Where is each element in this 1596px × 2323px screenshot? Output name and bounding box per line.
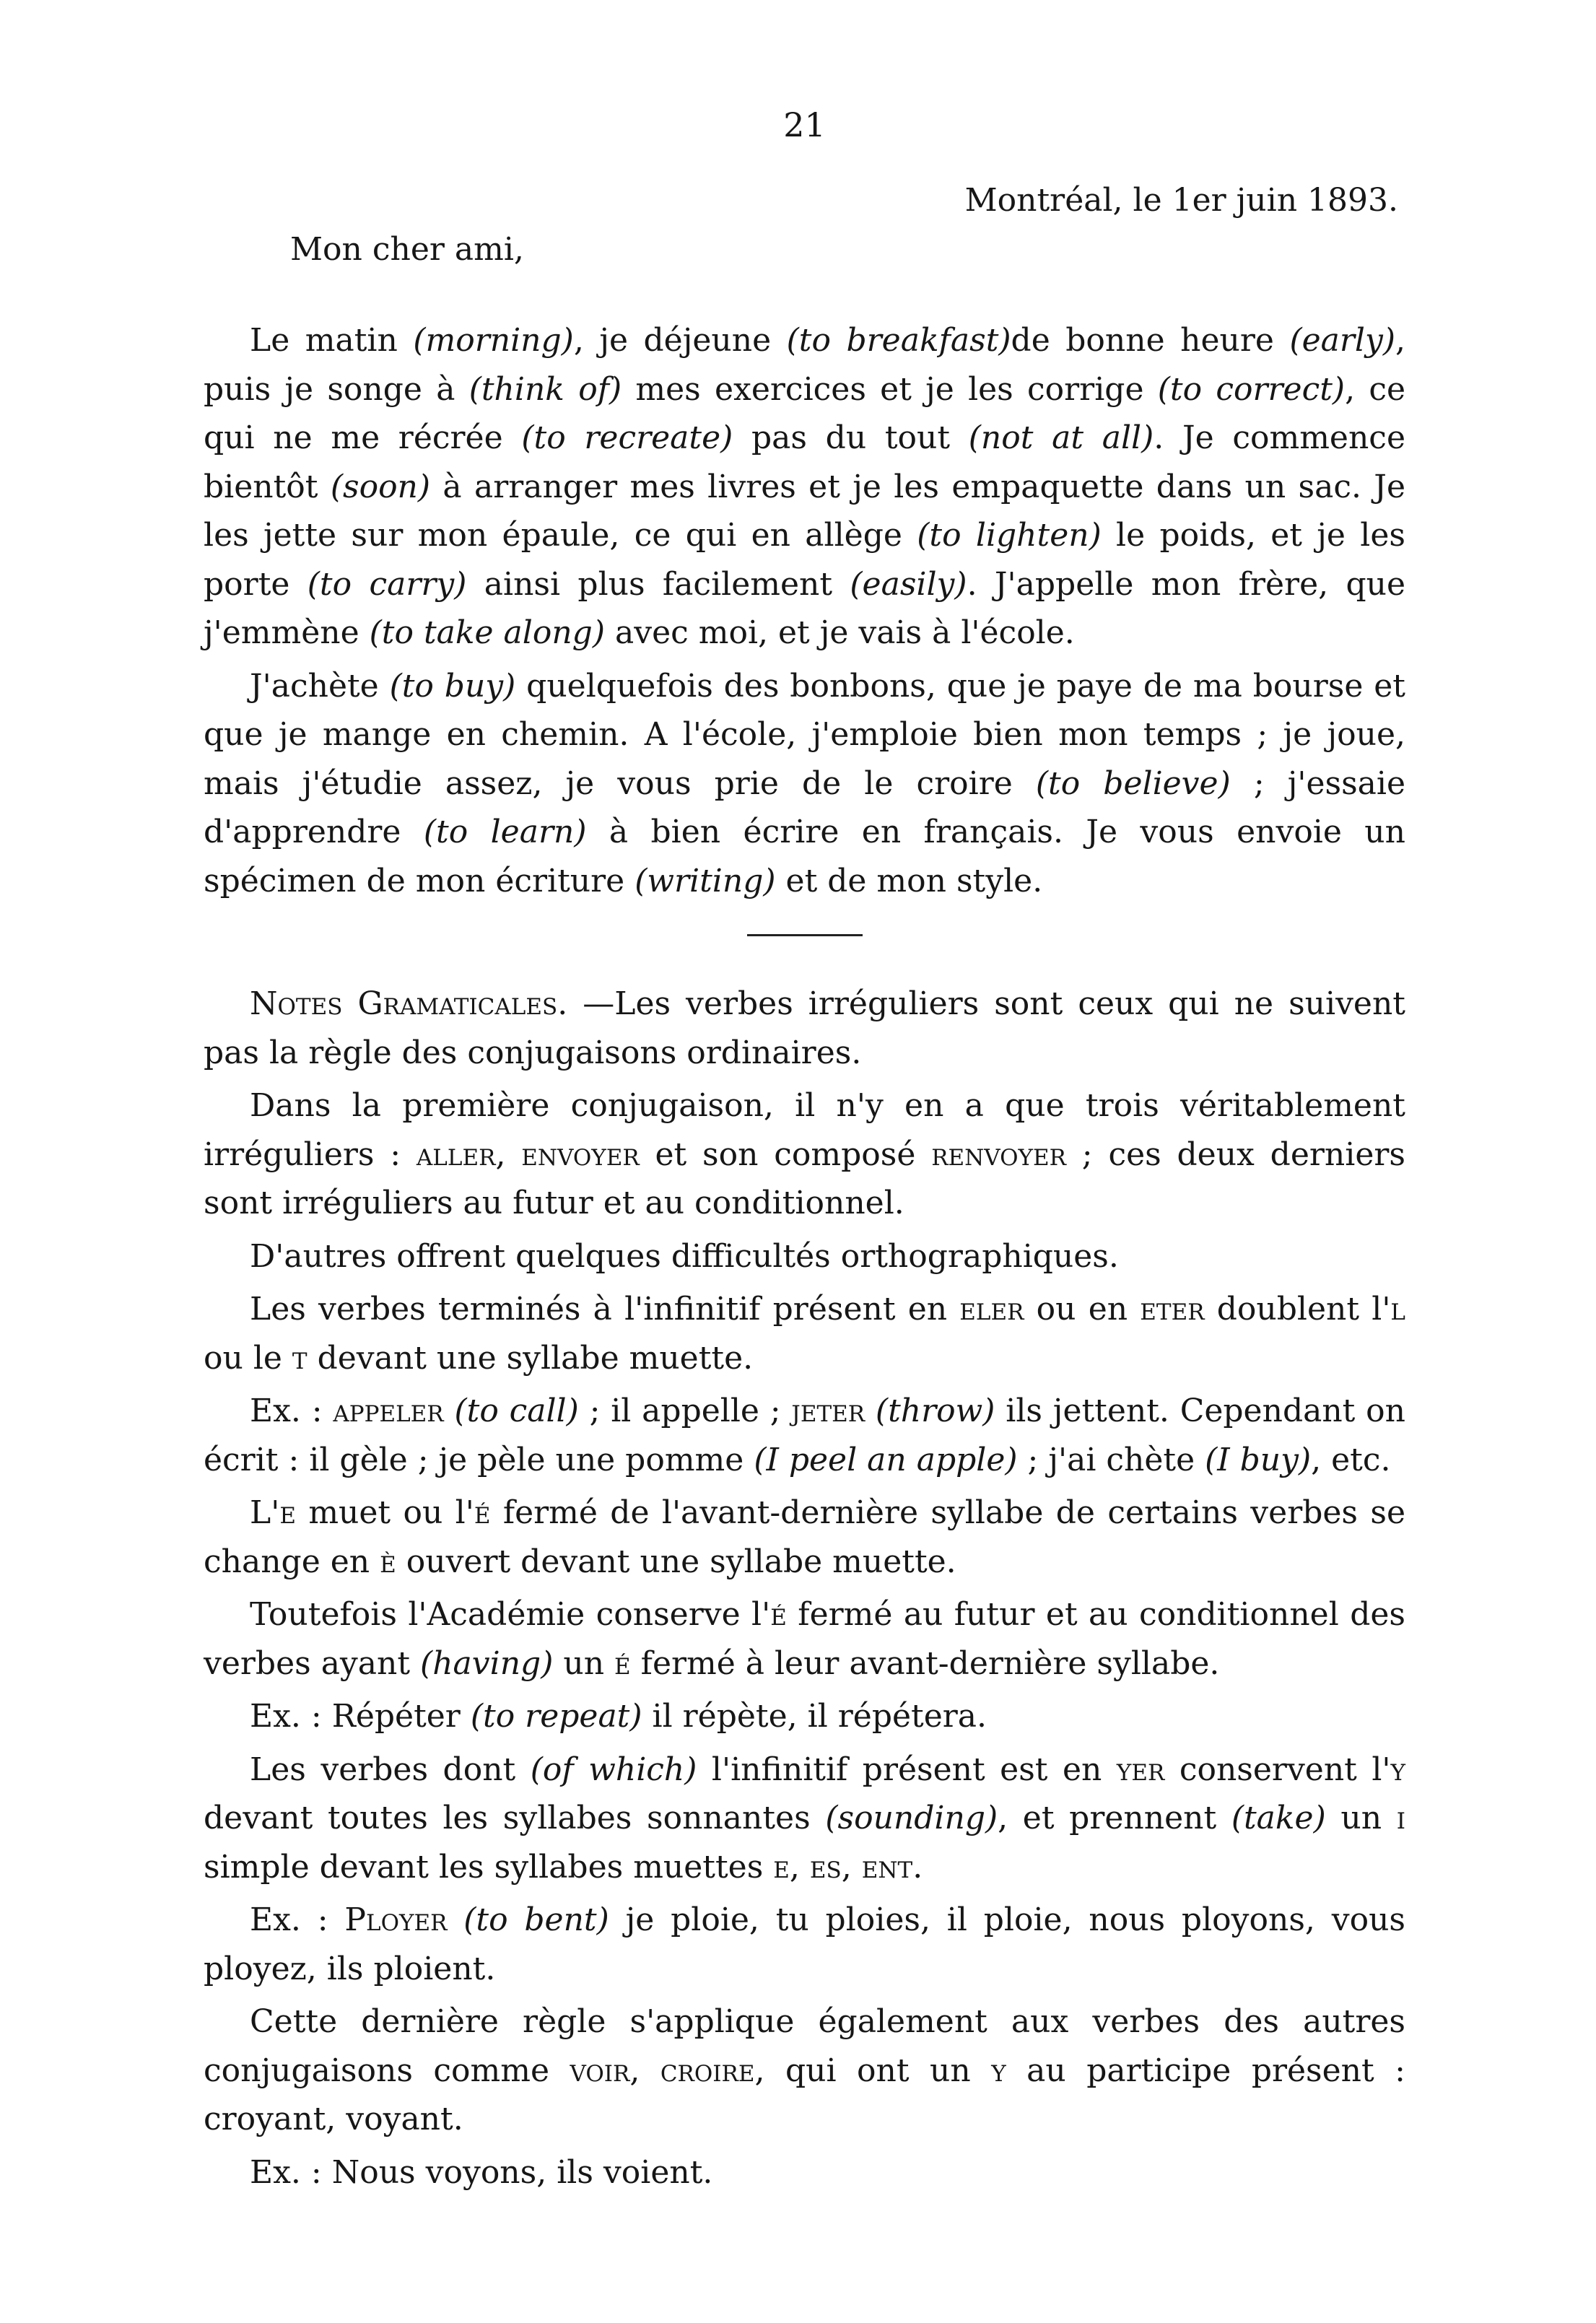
note-paragraph-12 xyxy=(204,2148,1405,2197)
letter-term: é xyxy=(770,1596,787,1633)
text-span: D'autres offrent quelques difficultés orthographiques. xyxy=(250,1237,1119,1275)
gloss: (to buy) xyxy=(389,667,516,705)
text-span: un xyxy=(553,1644,615,1682)
verb-term: appeler xyxy=(333,1393,444,1429)
letter-term: e xyxy=(279,1494,296,1531)
text-span xyxy=(447,1901,463,1938)
gloss: (throw) xyxy=(875,1393,995,1429)
text-span: ; j'ai chète xyxy=(1017,1441,1205,1478)
verb-term: aller xyxy=(416,1136,496,1173)
text-span: à bien écrire en français. Je vous envoie un spécimen de mon écriture xyxy=(204,814,1405,899)
text-span: le poids, et je les porte xyxy=(204,517,1405,603)
text-span: Le matin xyxy=(250,322,414,359)
gloss: (to breakfast) xyxy=(786,322,1011,359)
text-span: Ex. : Répéter xyxy=(250,1698,471,1735)
grammar-notes xyxy=(204,980,1405,2197)
letter-term: é xyxy=(474,1494,491,1531)
gloss: (to believe) xyxy=(1035,764,1231,802)
text-span: conservent l' xyxy=(1164,1751,1391,1788)
text-span: devant toutes les syllabes sonnantes xyxy=(204,1800,826,1836)
gloss: (to bent) xyxy=(463,1901,609,1938)
note-paragraph-4 xyxy=(204,1285,1405,1382)
text-span: fermé à leur avant-dernière syllabe. xyxy=(630,1644,1220,1682)
text-span: ; j'essaie d'apprendre xyxy=(204,764,1406,850)
text-span: Cette dernière règle s'applique également aux verbes des autres conjugaisons comme xyxy=(204,2003,1405,2089)
gloss: (morning) xyxy=(413,322,574,359)
gloss: (to repeat) xyxy=(470,1698,642,1735)
letter-term: i xyxy=(1396,1800,1406,1836)
text-span: ils jettent. Cependant on écrit : il gèle ; je pèle une pomme xyxy=(204,1393,1405,1478)
text-span xyxy=(865,1393,876,1429)
note-paragraph-1 xyxy=(204,980,1405,1077)
text-span: Ex. : Nous voyons, ils voient. xyxy=(250,2153,713,2191)
text-span: un xyxy=(1325,1800,1397,1836)
text-span: Ex. : xyxy=(250,1901,345,1938)
text-span: , xyxy=(629,2052,660,2089)
letter-dateline: Montréal, le 1er juin 1893. xyxy=(964,182,1398,219)
text-span: , xyxy=(841,1848,862,1886)
text-span: de bonne heure xyxy=(1011,322,1290,359)
text-span: . J'appelle mon frère, que j'emmène xyxy=(204,565,1405,651)
text-span: ouvert devant une syllabe muette. xyxy=(396,1543,956,1580)
gloss: (think of) xyxy=(468,370,622,408)
letter-paragraph-1 xyxy=(204,316,1405,658)
text-span: ou en xyxy=(1024,1291,1141,1328)
text-span: l'infinitif présent est en xyxy=(697,1751,1117,1788)
gloss: (writing) xyxy=(635,862,776,899)
text-span: Les verbes terminés à l'infinitif présent en xyxy=(250,1291,960,1328)
letter-term: t xyxy=(292,1339,308,1377)
text-span: , ce qui ne me récrée xyxy=(204,370,1405,456)
gloss: (early) xyxy=(1289,322,1396,359)
gloss: (take) xyxy=(1231,1800,1326,1836)
verb-term: jeter xyxy=(791,1393,865,1429)
text-span: pas du tout xyxy=(733,419,969,456)
text-span: , xyxy=(789,1848,810,1886)
note-paragraph-10 xyxy=(204,1896,1405,1993)
note-paragraph-6 xyxy=(204,1489,1405,1586)
text-span: . Je commence bientôt xyxy=(204,419,1405,505)
letter-body xyxy=(204,316,1405,905)
text-span: , je déjeune xyxy=(573,322,787,359)
text-span: mes exercices et je les corrige xyxy=(622,370,1158,408)
text-span: , puis je songe à xyxy=(204,322,1406,408)
verb-term: eter xyxy=(1140,1291,1205,1328)
verb-term: yer xyxy=(1116,1751,1165,1788)
text-span: ; ces deux derniers sont irréguliers au futur et au conditionnel. xyxy=(204,1136,1405,1221)
note-paragraph-9 xyxy=(204,1745,1405,1892)
verb-term: Ployer xyxy=(344,1901,448,1938)
text-span: à arranger mes livres et je les empaquette dans un sac. Je les jette sur mon épaule, ce qui en allège xyxy=(204,468,1405,554)
text-span: ou le xyxy=(204,1339,292,1377)
note-paragraph-8 xyxy=(204,1692,1405,1741)
text-span: J'achète xyxy=(250,667,390,705)
text-span: fermé de l'avant-dernière syllabe de certains verbes se change en xyxy=(204,1494,1405,1580)
verb-term: eler xyxy=(959,1291,1024,1328)
letter-term: ent xyxy=(861,1848,913,1886)
text-span xyxy=(444,1393,455,1429)
text-span: muet ou l' xyxy=(295,1494,474,1531)
verb-term: croire xyxy=(660,2052,755,2089)
notes-heading: Notes Gramaticales. xyxy=(250,985,568,1022)
gloss: (to recreate) xyxy=(521,419,733,456)
text-span: devant une syllabe muette. xyxy=(307,1339,754,1377)
note-paragraph-11 xyxy=(204,1997,1405,2144)
text-span: simple devant les syllabes muettes xyxy=(204,1848,774,1886)
text-span: je ploie, tu ploies, il ploie, nous ployons, vous ployez, ils ploient. xyxy=(204,1901,1405,1987)
gloss: (of which) xyxy=(530,1751,697,1788)
letter-term: l xyxy=(1390,1291,1406,1328)
text-span: Dans la première conjugaison, il n'y en a que trois véritablement irréguliers : xyxy=(204,1087,1405,1173)
letter-term: y xyxy=(991,2052,1006,2089)
gloss: (I buy) xyxy=(1205,1441,1312,1478)
text-span: doublent l' xyxy=(1204,1291,1391,1328)
letter-term: y xyxy=(1390,1751,1405,1788)
gloss: (to correct) xyxy=(1157,370,1346,408)
text-span: et son composé xyxy=(639,1136,932,1173)
letter-term: e xyxy=(773,1848,790,1886)
letter-term: é xyxy=(614,1644,631,1682)
text-span: , etc. xyxy=(1311,1441,1391,1478)
note-paragraph-7 xyxy=(204,1590,1405,1688)
text-span: et de mon style. xyxy=(775,862,1043,899)
text-span: quelquefois des bonbons, que je paye de ma bourse et que je mange en chemin. A l'école, j'emploie bien mon temps ; je joue, mais j'étudie assez, je vous prie de le croire xyxy=(204,667,1405,802)
book-page xyxy=(204,105,1406,2197)
text-span: L' xyxy=(250,1494,280,1531)
gloss: (easily) xyxy=(850,565,967,603)
text-span: Toutefois l'Académie conserve l' xyxy=(250,1596,771,1633)
text-span: Les verbes dont xyxy=(250,1751,531,1788)
text-span: —Les verbes irréguliers sont ceux qui ne suivent pas la règle des conjugaisons ordinaires. xyxy=(204,985,1405,1071)
letter-paragraph-2 xyxy=(204,662,1405,906)
gloss: (soon) xyxy=(330,468,431,505)
gloss: (having) xyxy=(420,1644,554,1682)
note-paragraph-2 xyxy=(204,1081,1405,1228)
text-span: , xyxy=(495,1136,522,1173)
text-span: Ex. : xyxy=(250,1393,333,1429)
note-paragraph-5 xyxy=(204,1387,1405,1484)
text-span: ; il appelle ; xyxy=(578,1393,792,1429)
letter-salutation: Mon cher ami, xyxy=(290,231,524,268)
text-span: au participe présent : croyant, voyant. xyxy=(204,2052,1405,2137)
text-span: ainsi plus facilement xyxy=(466,565,850,603)
gloss: (sounding) xyxy=(825,1800,998,1836)
section-divider xyxy=(747,934,863,936)
text-span: . xyxy=(912,1848,923,1886)
gloss: (I peel an apple) xyxy=(754,1441,1018,1478)
text-span: fermé au futur et au conditionnel des verbes ayant xyxy=(204,1596,1405,1682)
gloss: (to learn) xyxy=(423,814,587,850)
note-paragraph-3 xyxy=(204,1232,1405,1281)
text-span: , et prennent xyxy=(998,1800,1231,1836)
page-number: 21 xyxy=(783,105,826,144)
gloss: (to take along) xyxy=(369,614,606,651)
gloss: (to lighten) xyxy=(917,517,1102,554)
gloss: (to carry) xyxy=(307,565,467,603)
text-span: , qui ont un xyxy=(754,2052,992,2089)
gloss: (to call) xyxy=(454,1393,579,1429)
gloss: (not at all) xyxy=(968,419,1154,456)
text-span: il répète, il répétera. xyxy=(642,1698,987,1735)
letter-term: è xyxy=(380,1543,396,1580)
verb-term: envoyer xyxy=(521,1136,640,1173)
verb-term: renvoyer xyxy=(931,1136,1066,1173)
letter-term: es xyxy=(809,1848,842,1886)
verb-term: voir xyxy=(570,2052,630,2089)
text-span: avec moi, et je vais à l'école. xyxy=(605,614,1075,651)
